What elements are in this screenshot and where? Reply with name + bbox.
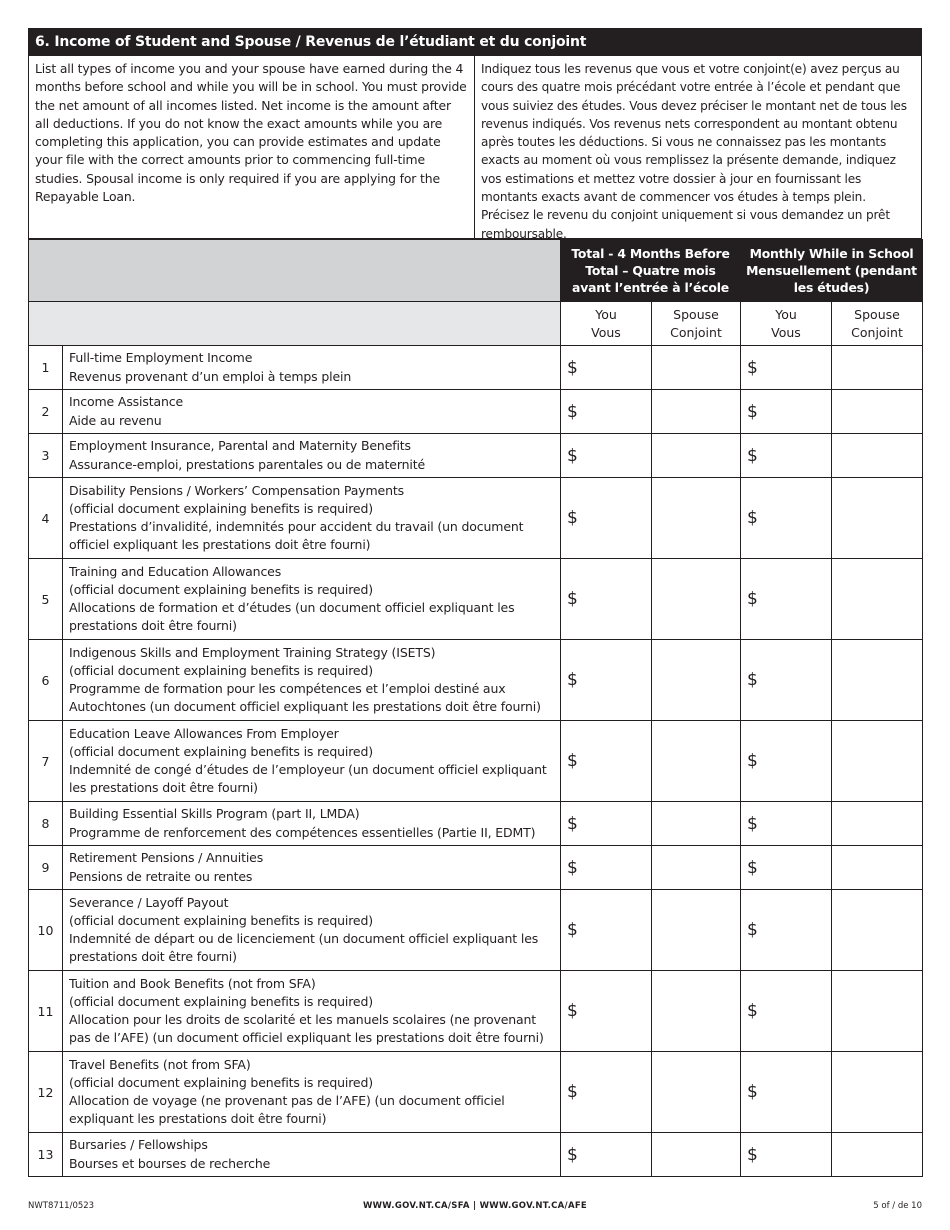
income-type-label	[63, 802, 561, 846]
table-row	[29, 890, 923, 971]
you-monthly-amount-field[interactable]	[741, 390, 832, 434]
dollar-sign: $	[567, 857, 578, 878]
spouse-monthly-amount-field[interactable]	[832, 434, 923, 478]
spouse-monthly-amount-field[interactable]	[832, 390, 923, 434]
col-you-monthly: You Vous	[741, 302, 832, 346]
income-type-line: Indemnité de congé d’études de l’employeur (un document officiel expliquant les prestations doit être fourni)	[69, 762, 547, 796]
you-total-amount-field[interactable]	[561, 1052, 652, 1133]
spouse-total-amount-field[interactable]	[652, 1052, 741, 1133]
income-type-line: (official document explaining benefits is required)	[69, 912, 373, 928]
spouse-total-amount-field[interactable]	[652, 802, 741, 846]
table-row	[29, 390, 923, 434]
you-total-amount-field[interactable]	[561, 346, 652, 390]
income-type-line: Assurance-emploi, prestations parentales ou de maternité	[69, 456, 425, 472]
you-monthly-amount-field[interactable]	[741, 846, 832, 890]
table-row	[29, 802, 923, 846]
income-type-line: Retirement Pensions / Annuities	[69, 850, 264, 866]
row-number: 9	[29, 846, 63, 890]
spouse-total-amount-field[interactable]	[652, 971, 741, 1052]
spouse-total-amount-field[interactable]	[652, 721, 741, 802]
income-type-line: Education Leave Allowances From Employer	[69, 725, 339, 741]
dollar-sign: $	[567, 1001, 578, 1021]
income-type-line: Travel Benefits (not from SFA)	[69, 1056, 251, 1072]
you-monthly-amount-field[interactable]	[741, 721, 832, 802]
table-row	[29, 721, 923, 802]
header-blank	[29, 240, 561, 302]
you-monthly-amount-field[interactable]	[741, 1052, 832, 1133]
income-type-label	[63, 390, 561, 434]
you-monthly-amount-field[interactable]	[741, 890, 832, 971]
dollar-sign: $	[567, 401, 578, 422]
table-row	[29, 1133, 923, 1177]
income-table	[28, 239, 923, 1177]
you-total-amount-field[interactable]	[561, 640, 652, 721]
section-title: 6. Income of Student and Spouse / Revenus de l’étudiant et du conjoint	[28, 28, 922, 56]
income-type-line: (official document explaining benefits is required)	[69, 581, 373, 597]
you-monthly-amount-field[interactable]	[741, 346, 832, 390]
row-number: 3	[29, 434, 63, 478]
spouse-total-amount-field[interactable]	[652, 390, 741, 434]
income-type-line: Allocations de formation et d’études (un document officiel expliquant les prestations doit être fourni)	[69, 600, 515, 634]
you-monthly-amount-field[interactable]	[741, 1133, 832, 1177]
income-type-label	[63, 890, 561, 971]
you-total-amount-field[interactable]	[561, 802, 652, 846]
income-type-label	[63, 721, 561, 802]
spouse-monthly-amount-field[interactable]	[832, 721, 923, 802]
you-total-amount-field[interactable]	[561, 890, 652, 971]
dollar-sign: $	[567, 670, 578, 690]
income-type-line: (official document explaining benefits is required)	[69, 1074, 373, 1090]
row-number: 7	[29, 721, 63, 802]
page-number: 5 of / de 10	[873, 1201, 922, 1211]
dollar-sign: $	[567, 920, 578, 940]
spouse-total-amount-field[interactable]	[652, 890, 741, 971]
form-code: NWT8711/0523	[28, 1201, 95, 1211]
income-type-line: Indigenous Skills and Employment Training Strategy (ISETS)	[69, 644, 436, 660]
you-monthly-amount-field[interactable]	[741, 434, 832, 478]
income-type-line: Allocation de voyage (ne provenant pas de l’AFE) (un document officiel expliquant les prestations doit être fourni)	[69, 1093, 505, 1127]
row-number: 1	[29, 346, 63, 390]
section-instructions	[28, 56, 922, 239]
table-row	[29, 640, 923, 721]
income-type-line: Programme de formation pour les compétences et l’emploi destiné aux Autochtones (un document officiel expliquant les prestations doit être fourni)	[69, 681, 541, 715]
dollar-sign: $	[747, 508, 758, 528]
table-row	[29, 478, 923, 559]
page-footer	[28, 1201, 922, 1213]
dollar-sign: $	[567, 589, 578, 609]
income-type-label	[63, 640, 561, 721]
you-total-amount-field[interactable]	[561, 971, 652, 1052]
income-type-line: (official document explaining benefits is required)	[69, 500, 373, 516]
income-type-label	[63, 971, 561, 1052]
income-type-line: Allocation pour les droits de scolarité et les manuels scolaires (ne provenant pas de l’AFE) (un document officiel expliquant les prestations doit être fourni)	[69, 1012, 544, 1046]
spouse-monthly-amount-field[interactable]	[832, 559, 923, 640]
spouse-monthly-amount-field[interactable]	[832, 802, 923, 846]
income-type-line: Prestations d’invalidité, indemnités pour accident du travail (un document officiel expliquant les prestations doit être fourni)	[69, 519, 524, 553]
spouse-total-amount-field[interactable]	[652, 1133, 741, 1177]
row-number: 8	[29, 802, 63, 846]
spouse-monthly-amount-field[interactable]	[832, 640, 923, 721]
spouse-monthly-amount-field[interactable]	[832, 478, 923, 559]
you-total-amount-field[interactable]	[561, 1133, 652, 1177]
table-row	[29, 846, 923, 890]
dollar-sign: $	[747, 401, 758, 422]
dollar-sign: $	[567, 1144, 578, 1165]
you-total-amount-field[interactable]	[561, 434, 652, 478]
income-type-line: (official document explaining benefits is required)	[69, 743, 373, 759]
spouse-total-amount-field[interactable]	[652, 640, 741, 721]
dollar-sign: $	[747, 1001, 758, 1021]
dollar-sign: $	[567, 445, 578, 466]
income-type-line: Programme de renforcement des compétences essentielles (Partie II, EDMT)	[69, 824, 536, 840]
you-monthly-amount-field[interactable]	[741, 971, 832, 1052]
col-you-total: You Vous	[561, 302, 652, 346]
income-type-label	[63, 1133, 561, 1177]
income-type-line: Training and Education Allowances	[69, 563, 282, 579]
row-number: 10	[29, 890, 63, 971]
income-type-line: Income Assistance	[69, 394, 184, 410]
spouse-monthly-amount-field[interactable]	[832, 890, 923, 971]
spouse-total-amount-field[interactable]	[652, 434, 741, 478]
spouse-monthly-amount-field[interactable]	[832, 971, 923, 1052]
subheader-blank	[29, 302, 561, 346]
dollar-sign: $	[567, 508, 578, 528]
total-before-header: Total - 4 Months Before Total – Quatre mois avant l’entrée à l’école	[561, 240, 741, 302]
dollar-sign: $	[747, 1144, 758, 1165]
row-number: 11	[29, 971, 63, 1052]
dollar-sign: $	[747, 445, 758, 466]
dollar-sign: $	[747, 357, 758, 378]
row-number: 4	[29, 478, 63, 559]
income-type-label	[63, 559, 561, 640]
income-type-line: Disability Pensions / Workers’ Compensation Payments	[69, 482, 404, 498]
row-number: 2	[29, 390, 63, 434]
you-total-amount-field[interactable]	[561, 390, 652, 434]
dollar-sign: $	[747, 670, 758, 690]
income-type-label	[63, 1052, 561, 1133]
income-type-line: (official document explaining benefits is required)	[69, 993, 373, 1009]
col-spouse-monthly: Spouse Conjoint	[832, 302, 923, 346]
income-type-line: Full-time Employment Income	[69, 350, 253, 366]
you-total-amount-field[interactable]	[561, 721, 652, 802]
income-type-line: (official document explaining benefits is required)	[69, 662, 373, 678]
spouse-total-amount-field[interactable]	[652, 846, 741, 890]
you-monthly-amount-field[interactable]	[741, 478, 832, 559]
spouse-monthly-amount-field[interactable]	[832, 846, 923, 890]
income-type-line: Bourses et bourses de recherche	[69, 1155, 271, 1171]
col-spouse-total: Spouse Conjoint	[652, 302, 741, 346]
dollar-sign: $	[747, 589, 758, 609]
income-type-line: Pensions de retraite ou rentes	[69, 868, 253, 884]
you-monthly-amount-field[interactable]	[741, 640, 832, 721]
income-type-line: Indemnité de départ ou de licenciement (un document officiel expliquant les prestations doit être fourni)	[69, 931, 539, 965]
row-number: 12	[29, 1052, 63, 1133]
dollar-sign: $	[747, 1082, 758, 1102]
dollar-sign: $	[567, 1082, 578, 1102]
dollar-sign: $	[747, 857, 758, 878]
spouse-monthly-amount-field[interactable]	[832, 346, 923, 390]
row-number: 13	[29, 1133, 63, 1177]
table-row	[29, 559, 923, 640]
instructions-english: List all types of income you and your spouse have earned during the 4 months before school and while you will be in school. You must provide the net amount of all incomes listed. Net income is the amount after all deductions. If you do not know the exact amounts while you are completing this application, you can provide estimates and update your file with the correct amounts prior to commencing full-time studies. Spousal income is only required if you are applying for the Repayable Loan.	[29, 56, 475, 238]
monthly-in-school-header: Monthly While in School Mensuellement (pendant les études)	[741, 240, 923, 302]
income-section	[28, 28, 922, 1177]
spouse-total-amount-field[interactable]	[652, 559, 741, 640]
dollar-sign: $	[747, 920, 758, 940]
dollar-sign: $	[747, 813, 758, 834]
instructions-french: Indiquez tous les revenus que vous et votre conjoint(e) avez perçus au cours des quatre mois précédant votre entrée à l’école et pendant que vous suiviez des études. Vous devez préciser le montant net de tous les revenus indiqués. Vos revenus nets correspondent au montant obtenu après toutes les déductions. Si vous ne connaissez pas les montants exacts au moment où vous remplissez la présente demande, indiquez vos estimations et mettez votre dossier à jour en fournissant les montants exacts avant de commencer vos études à temps plein. Précisez le revenu du conjoint uniquement si vous demandez un prêt remboursable.	[481, 62, 907, 241]
income-type-line: Building Essential Skills Program (part II, LMDA)	[69, 806, 360, 822]
income-type-line: Employment Insurance, Parental and Maternity Benefits	[69, 438, 411, 454]
spouse-monthly-amount-field[interactable]	[832, 1052, 923, 1133]
row-number: 5	[29, 559, 63, 640]
spouse-total-amount-field[interactable]	[652, 346, 741, 390]
income-type-line: Tuition and Book Benefits (not from SFA)	[69, 975, 316, 991]
table-row	[29, 434, 923, 478]
dollar-sign: $	[567, 751, 578, 771]
table-row	[29, 971, 923, 1052]
you-monthly-amount-field[interactable]	[741, 802, 832, 846]
websites: WWW.GOV.NT.CA/SFA | WWW.GOV.NT.CA/AFE	[362, 1201, 588, 1211]
income-type-line: Severance / Layoff Payout	[69, 894, 229, 910]
dollar-sign: $	[567, 813, 578, 834]
income-type-line: Revenus provenant d’un emploi à temps plein	[69, 368, 352, 384]
you-monthly-amount-field[interactable]	[741, 559, 832, 640]
spouse-monthly-amount-field[interactable]	[832, 1133, 923, 1177]
spouse-total-amount-field[interactable]	[652, 478, 741, 559]
income-type-label	[63, 478, 561, 559]
table-row	[29, 1052, 923, 1133]
income-type-line: Bursaries / Fellowships	[69, 1137, 208, 1153]
table-row	[29, 346, 923, 390]
you-total-amount-field[interactable]	[561, 846, 652, 890]
income-rows	[29, 346, 923, 1177]
dollar-sign: $	[747, 751, 758, 771]
dollar-sign: $	[567, 357, 578, 378]
income-type-line: Aide au revenu	[69, 412, 162, 428]
you-total-amount-field[interactable]	[561, 478, 652, 559]
income-type-label	[63, 846, 561, 890]
row-number: 6	[29, 640, 63, 721]
you-total-amount-field[interactable]	[561, 559, 652, 640]
income-type-label	[63, 346, 561, 390]
income-type-label	[63, 434, 561, 478]
